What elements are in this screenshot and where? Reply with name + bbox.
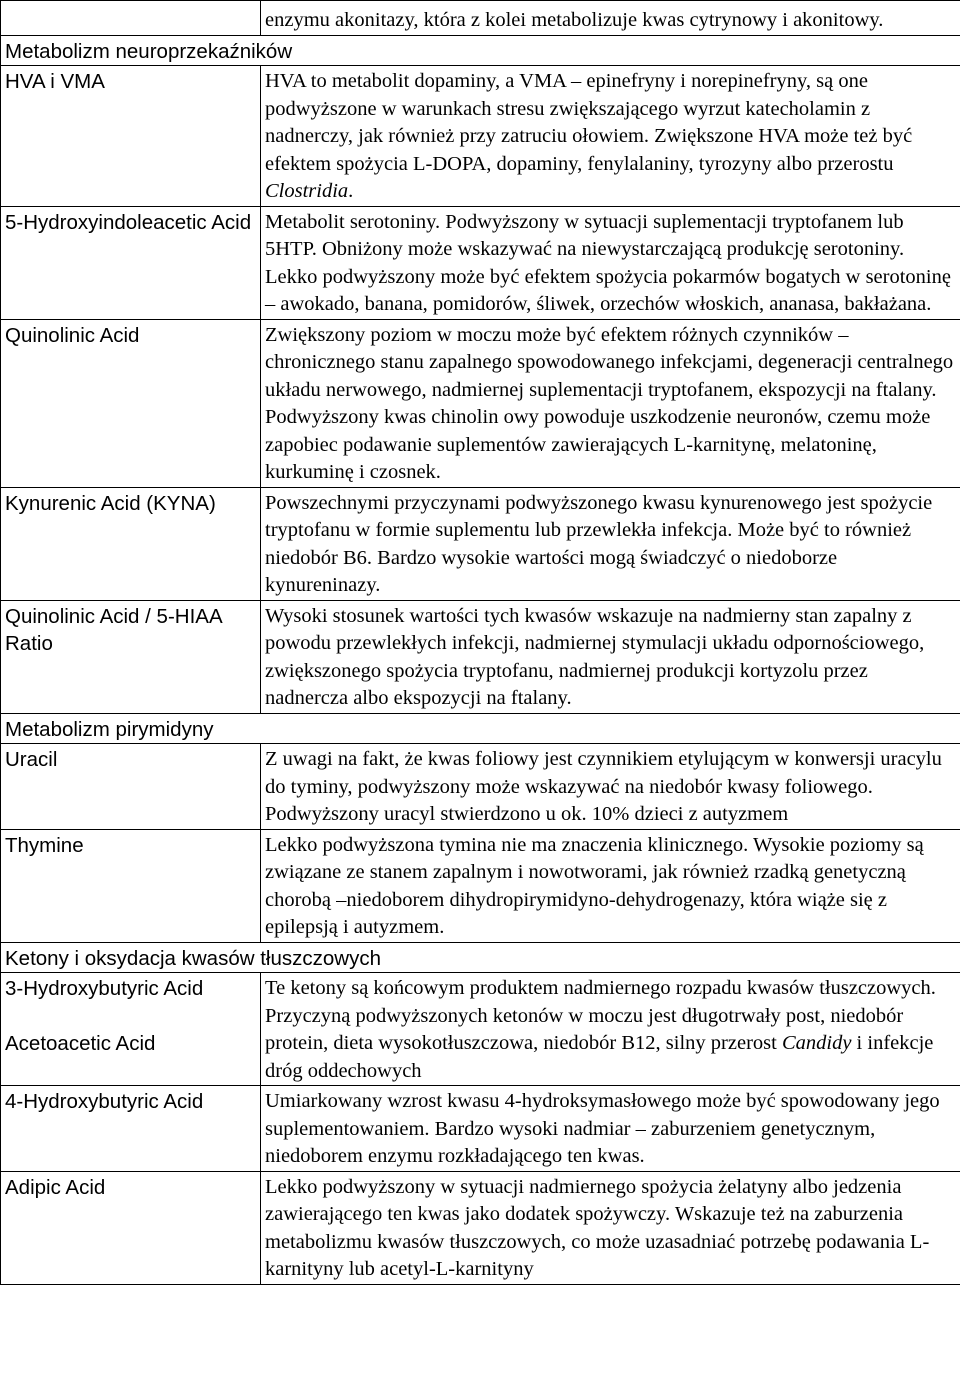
table-row (1, 973, 960, 1086)
row-label: 5-Hydroxyindoleacetic Acid (1, 206, 261, 319)
row-label: HVA i VMA (1, 66, 261, 207)
table-row (1, 1, 960, 36)
description-text: HVA to metabolit dopaminy, a VMA – epinefryny i norepinefryny, są one podwyższone w warunkach stresu zwiększającego wyrzut katecholamin z nadnerczy, jak również przy zatruciu ołowiem. Zwiększone HVA może też być efektem spożycia L-DOPA, dopaminy, fenylalaniny, tyrozyny albo przerostu (265, 70, 913, 175)
row-label-second: Acetoacetic Acid (5, 1031, 156, 1055)
row-label: Quinolinic Acid (1, 319, 261, 487)
row-description: Metabolit serotoniny. Podwyższony w sytuacji suplementacji tryptofanem lub 5HTP. Obniżony może wskazywać na niewystarczającą produkcję serotoniny. Lekko podwyższony może być efektem spożycia pokarmów bogatych w serotoninę – awokado, banana, pomidorów, śliwek, orzechów włoskich, ananasa, bakłażana. (261, 206, 960, 319)
section-title: Ketony i oksydacja kwasów tłuszczowych (1, 942, 960, 973)
row-description: enzymu akonitazy, która z kolei metabolizuje kwas cytrynowy i akonitowy. (261, 1, 960, 36)
section-title: Metabolizm neuroprzekaźników (1, 35, 960, 66)
row-label: Quinolinic Acid / 5-HIAA Ratio (1, 600, 261, 713)
row-description: Z uwagi na fakt, że kwas foliowy jest czynnikiem etylującym w konwersji uracylu do tyminy, podwyższony może wskazywać na niedobór kwasy foliowego. Podwyższony uracyl stwierdzono u ok. 10% dzieci z autyzmem (261, 744, 960, 830)
row-description (261, 66, 960, 207)
row-label (1, 1, 261, 36)
row-description: Umiarkowany wzrost kwasu 4-hydroksymasłowego może być spowodowany jego suplementowaniem. Bardzo wysoki nadmiar – zaburzeniem genetycznym, niedoborem enzymu rozkładającego ten kwas. (261, 1086, 960, 1172)
table-row (1, 206, 960, 319)
description-italic: Candidy (781, 1032, 852, 1054)
row-label (1, 973, 261, 1086)
table-row (1, 487, 960, 600)
table-row (1, 600, 960, 713)
row-label: Uracil (1, 744, 261, 830)
table-row (1, 66, 960, 207)
row-label: Adipic Acid (1, 1171, 261, 1284)
row-description: Zwiększony poziom w moczu może być efektem różnych czynników – chronicznego stanu zapalnego spowodowanego infekcjami, degeneracji centralnego układu nerwowego, nadmiernej suplementacji tryptofanem, ekspozycji na ftalany. Podwyższony kwas chinolin owy powoduje uszkodzenie neuronów, czemu może zapobiec podawanie suplementów zawierających L-karnitynę, melatoninę, kurkuminę i czosnek. (261, 319, 960, 487)
table-row (1, 1086, 960, 1172)
description-text-end: i infekcje dróg oddechowych (265, 1032, 934, 1082)
row-label-first: 3-Hydroxybutyric Acid (5, 977, 204, 1000)
description-text-end: . (348, 180, 354, 202)
table-row (1, 744, 960, 830)
section-title: Metabolizm pirymidyny (1, 713, 960, 744)
row-description: Lekko podwyższona tymina nie ma znaczenia klinicznego. Wysokie poziomy są związane ze stanem zapalnym i nowotworami, jak również rzadką genetyczną chorobą –niedoborem dihydropirymidyno-dehydrogenazy, która wiąże się z epilepsją i autyzmem. (261, 829, 960, 942)
description-text: Te ketony są końcowym produktem nadmiernego rozpadu kwasów tłuszczowych. Przyczyną podwyższonych ketonów w moczu jest długotrwały post, niedobór protein, dieta wysokotłuszczowa, niedobór B12, silny przerost (265, 977, 936, 1054)
section-header-row (1, 713, 960, 744)
row-label: Thymine (1, 829, 261, 942)
table-row (1, 319, 960, 487)
table-row (1, 1171, 960, 1284)
description-italic: Clostridia (265, 180, 349, 202)
row-description: Powszechnymi przyczynami podwyższonego kwasu kynurenowego jest spożycie tryptofanu w formie suplementu lub przewlekła infekcja. Może być to również niedobór B6. Bardzo wysokie wartości mogą świadczyć o niedoborze kynureninazy. (261, 487, 960, 600)
row-description: Lekko podwyższony w sytuacji nadmiernego spożycia żelatyny albo jedzenia zawierającego ten kwas jako dodatek spożywczy. Wskazuje też na zaburzenia metabolizmu kwasów tłuszczowych, co może uzasadniać potrzebę podawania L-karnityny lub acetyl-L-karnityny (261, 1171, 960, 1284)
row-description (261, 973, 960, 1086)
row-description: Wysoki stosunek wartości tych kwasów wskazuje na nadmierny stan zapalny z powodu przewlekłych infekcji, nadmiernej stymulacji układu odpornościowego, zwiększonego spożycia tryptofanu, nadmiernej produkcji kortyzolu przez nadnercza albo ekspozycji na ftalany. (261, 600, 960, 713)
section-header-row (1, 942, 960, 973)
row-label: Kynurenic Acid (KYNA) (1, 487, 261, 600)
row-label: 4-Hydroxybutyric Acid (1, 1086, 261, 1172)
table-row (1, 829, 960, 942)
section-header-row (1, 35, 960, 66)
